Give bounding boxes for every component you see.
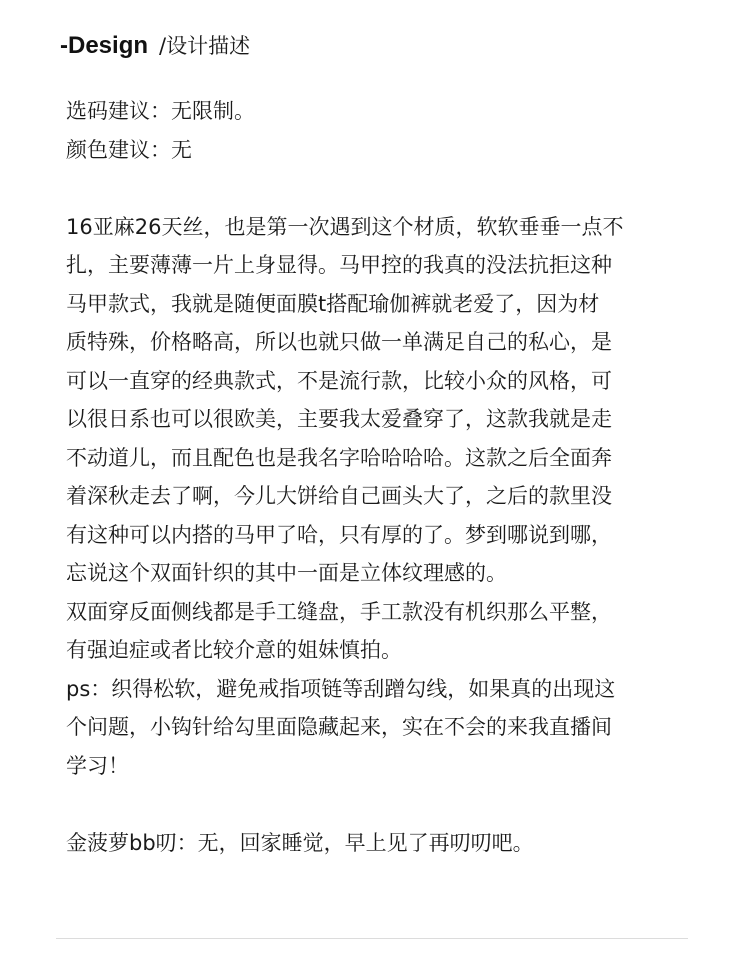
color-advice: 颜色建议：无 [66,137,192,162]
design-description-body [66,92,696,862]
description-line: 有强迫症或者比较介意的姐妹慎拍。 [66,638,402,662]
description-line: 不动道儿，而且配色也是我名字哈哈哈哈。这款之后全面奔 [66,445,612,470]
description-line: ps：织得松软，避免戒指项链等刮蹭勾线，如果真的出现这 [66,676,616,701]
footer-note: 金菠萝bb叨：无，回家睡觉，早上见了再叨叨吧。 [66,830,534,855]
description-line: 扎，主要薄薄一片上身显得。马甲控的我真的没法抗拒这种 [66,253,612,277]
description-line: 着深秋走去了啊，今儿大饼给自己画头大了，之后的款里没 [66,484,612,508]
section-header [60,30,250,60]
description-line: 马甲款式，我就是随便面膜t搭配瑜伽裤就老爱了，因为材 [66,291,600,316]
header-title-cn: /设计描述 [159,34,251,58]
description-line: 个问题，小钩针给勾里面隐藏起来，实在不会的来我直播间 [66,715,612,739]
description-line: 可以一直穿的经典款式，不是流行款，比较小众的风格，可 [66,368,612,393]
description-line: 学习！ [66,753,129,778]
spacer [66,785,696,824]
bottom-divider [56,938,688,939]
description-line: 以很日系也可以很欧美，主要我太爱叠穿了，这款我就是走 [66,407,612,431]
description-line: 16亚麻26天丝，也是第一次遇到这个材质，软软垂垂一点不 [66,214,624,239]
size-advice: 选码建议：无限制。 [66,99,255,123]
header-title-en: -Design [60,32,149,59]
description-line: 双面穿反面侧线都是手工缝盘，手工款没有机织那么平整， [66,599,612,624]
description-line: 有这种可以内搭的马甲了哈，只有厚的了。梦到哪说到哪， [66,522,612,547]
description-line: 质特殊，价格略高，所以也就只做一单满足自己的私心，是 [66,330,612,354]
spacer [66,169,696,208]
description-line: 忘说这个双面针织的其中一面是立体纹理感的。 [66,561,507,585]
